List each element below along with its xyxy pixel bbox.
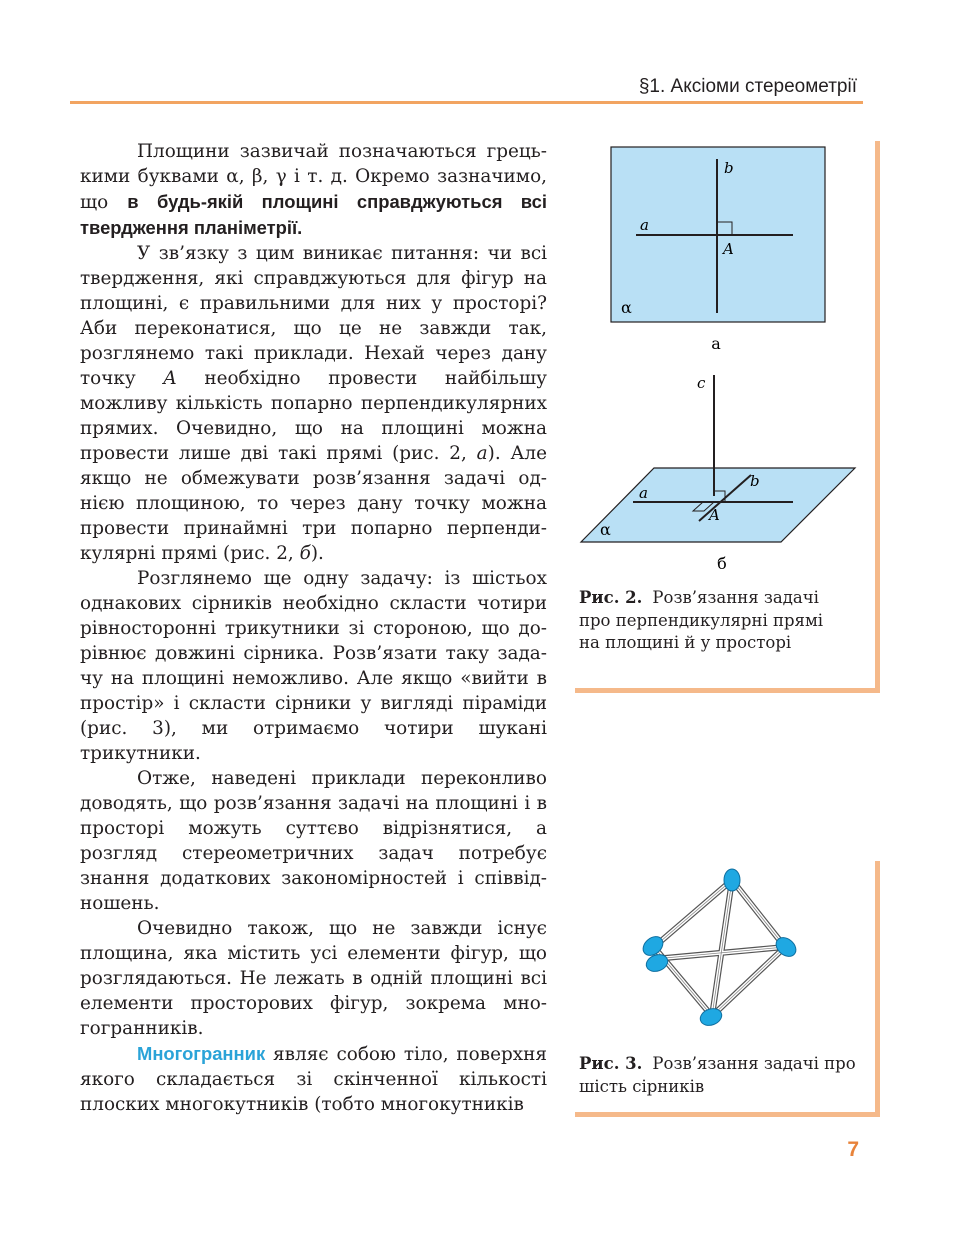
- paragraph-1-text: Площини зазвичай позначаються грецькими буквами α, β, γ і т. д. Окремо зазначимо, що: [80, 141, 547, 213]
- figure-2-diagrams: [575, 141, 875, 581]
- paragraph-3: Розглянемо ще одну задачу: із шістьох однакових сірників необхідно скласти чотири рівносторонні трикутники зі стороною, що дорівнює довжині сірника. Розв’язати таку задачу на площині неможливо. Але якщо «вийти в простір» і скласти сірники у вигляді піраміди (рис. 3), ми отримаємо чотири шукані трикутники.: [80, 568, 547, 764]
- paragraph-5: Очевидно також, що не завжди існує площина, яка містить усі елементи фігур, що розглядаються. Не лежать в одній площині всі елементи просторових фігур, зокрема многогранників.: [80, 918, 547, 1039]
- main-text: [80, 139, 547, 1117]
- matches-pyramid-illustration: [575, 861, 875, 1041]
- paragraph-1-bold: в будь-якій площині справджуються всі твердження планіметрії.: [80, 191, 547, 238]
- paragraph-2-text-d: ).: [310, 543, 324, 564]
- paragraph-6: [80, 1041, 547, 1117]
- label-sub-b: б: [717, 554, 727, 573]
- paragraph-2-text-b: необхідно провести найбільшу можливу кількість попарно перпендикулярних прямих. Очевидно, що на площині можна провести лише дві такі прямі (рис. 2,: [80, 368, 547, 464]
- label-line-c: c: [697, 374, 706, 392]
- running-header: §1. Аксіоми стереометрії: [638, 76, 857, 97]
- figure-2-panel: [575, 141, 880, 693]
- paragraph-4: Отже, наведені приклади переконливо доводять, що розв’язання задачі на площині і в просторі можуть суттєво відрізнятися, а розгляд стереометричних задач потребує знання додаткових закономірностей і співвідношень.: [80, 768, 547, 914]
- caption-label: Рис. 2.: [579, 588, 643, 607]
- diagram-a: [611, 147, 825, 322]
- caption-text: Розв’язання задачі про шість сірників: [579, 1054, 856, 1096]
- label-plane-alpha: α: [600, 520, 611, 539]
- label-point-a: A: [709, 506, 720, 524]
- diagram-b: [581, 374, 855, 542]
- label-line-b: b: [724, 159, 734, 177]
- paragraph-6-text: являє собою тіло, поверхня якого складається зі скінченної кількості плоских многокутників (тобто многокутників: [80, 1044, 547, 1115]
- paragraph-1: [80, 139, 547, 241]
- label-sub-a: а: [711, 334, 721, 353]
- figure-2-caption: [579, 587, 849, 655]
- figure-3-caption: [579, 1053, 859, 1098]
- label-line-a: a: [639, 484, 648, 502]
- paragraph-2-text-c: ). Але якщо не обмежувати розв’язання задачі однією площиною, то через дану точку можна провести принаймні три попарно перпендикулярні прямі (рис. 2,: [80, 443, 547, 564]
- panel-accent-bar: [875, 861, 880, 1117]
- panel-accent-bar: [575, 688, 880, 693]
- caption-label: Рис. 3.: [579, 1054, 643, 1073]
- label-plane-alpha: α: [621, 298, 632, 317]
- label-line-b: b: [750, 472, 760, 490]
- page-number: 7: [847, 1138, 859, 1161]
- figure-3-panel: [575, 861, 880, 1117]
- panel-accent-bar: [875, 141, 880, 693]
- caption-text: Розв’язання задачі про перпендикулярні прямі на площині й у просторі: [579, 588, 824, 652]
- label-line-a: a: [640, 216, 649, 234]
- point-a-ref: A: [163, 368, 177, 389]
- label-point-a: A: [723, 240, 734, 258]
- term-polyhedron: Многогранник: [137, 1043, 266, 1064]
- fig-ref-a: а: [476, 443, 488, 464]
- paragraph-2: [80, 241, 547, 566]
- panel-accent-bar: [575, 1112, 880, 1117]
- fig-ref-b: б: [299, 543, 311, 564]
- header-rule: [70, 101, 863, 104]
- paragraph-2-text-a: У зв’язку з цим виникає питання: чи всі твердження, які справджуються для фігур на площині, є правильними для них у просторі? Аби переконатися, що це не завжди так, розглянемо такі приклади. Нехай через дану точку: [80, 243, 547, 389]
